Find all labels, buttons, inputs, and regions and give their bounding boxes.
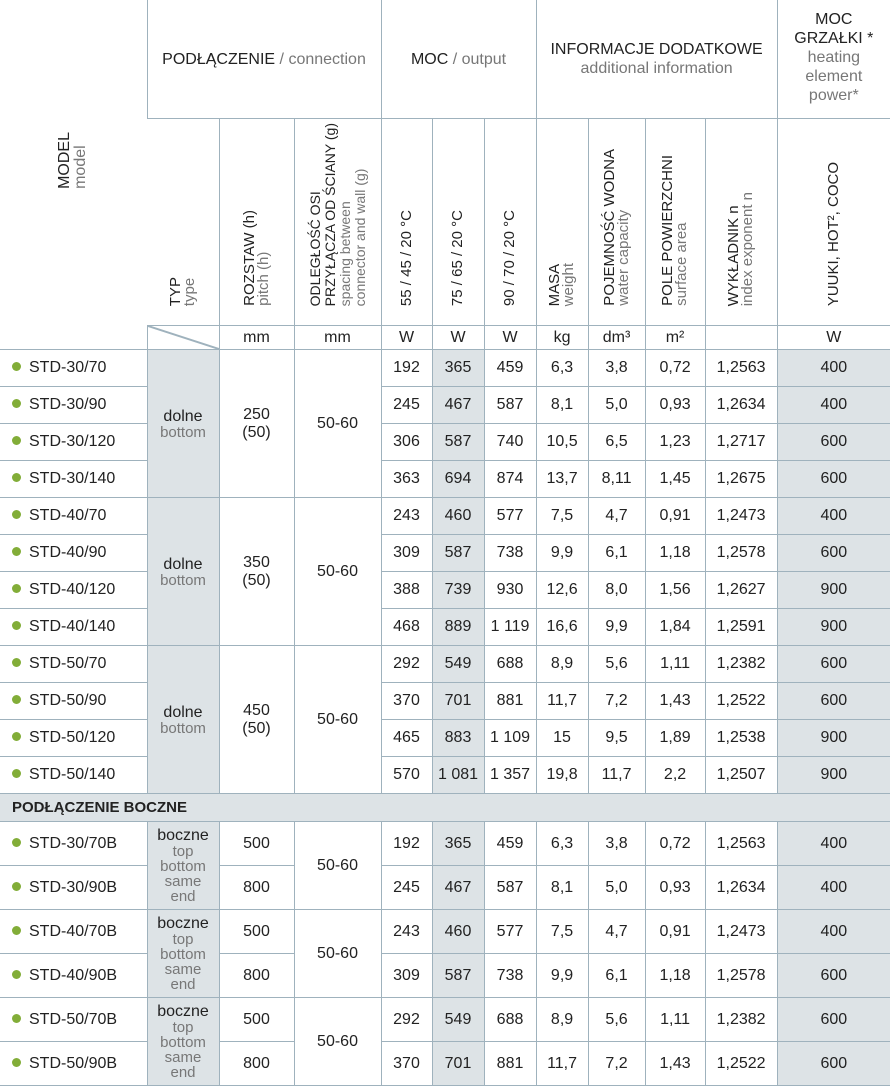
output-55-cell: 370 xyxy=(381,1042,432,1086)
pitch-cell: 500 xyxy=(219,910,294,954)
heating-power-header: MOC GRZAŁKI * heating element power* xyxy=(777,0,890,119)
exponent-cell: 1,2522 xyxy=(705,683,777,720)
bullet-dot-icon xyxy=(12,926,21,935)
model-name: STD-50/120 xyxy=(29,729,116,746)
mass-cell: 19,8 xyxy=(536,757,588,794)
mass-cell: 12,6 xyxy=(536,572,588,609)
exponent-cell: 1,2522 xyxy=(705,1042,777,1086)
unit-w: W xyxy=(484,326,536,350)
connection-type-cell xyxy=(147,910,219,998)
unit-w: W xyxy=(432,326,484,350)
output-75-cell: 549 xyxy=(432,998,484,1042)
spacing-cell: 50-60 xyxy=(294,350,381,498)
output-75-cell: 460 xyxy=(432,498,484,535)
unit-m2: m² xyxy=(645,326,705,350)
output-55-cell: 292 xyxy=(381,646,432,683)
connection-type-label-en: end xyxy=(170,976,196,993)
surface-area-cell: 1,18 xyxy=(645,535,705,572)
mass-cell: 8,1 xyxy=(536,866,588,910)
bullet-dot-icon xyxy=(12,1058,21,1067)
model-name: STD-40/70B xyxy=(29,922,118,940)
mass-cell: 13,7 xyxy=(536,461,588,498)
heater-power-cell: 600 xyxy=(777,646,890,683)
output-75-cell: 467 xyxy=(432,866,484,910)
pitch-cell: 800 xyxy=(219,1042,294,1086)
output-90-cell: 587 xyxy=(484,387,536,424)
water-capacity-cell: 6,1 xyxy=(588,954,645,998)
surface-area-cell: 1,11 xyxy=(645,998,705,1042)
output-55-cell: 465 xyxy=(381,720,432,757)
exponent-cell: 1,2473 xyxy=(705,498,777,535)
exponent-cell: 1,2634 xyxy=(705,387,777,424)
bullet-dot-icon xyxy=(12,838,21,847)
model-cell xyxy=(0,387,147,424)
pitch-cell: 500 xyxy=(219,998,294,1042)
mass-cell: 15 xyxy=(536,720,588,757)
connection-type-label-en: end xyxy=(170,1064,196,1081)
output-75-cell: 549 xyxy=(432,646,484,683)
model-cell xyxy=(0,998,147,1042)
output-75-cell: 365 xyxy=(432,822,484,866)
heater-power-cell: 600 xyxy=(777,461,890,498)
water-capacity-cell: 9,9 xyxy=(588,609,645,646)
surface-area-cell: 0,93 xyxy=(645,387,705,424)
mass-cell: 11,7 xyxy=(536,683,588,720)
connection-type-label: dolne xyxy=(163,407,203,425)
connection-type-label-en: same xyxy=(164,873,202,890)
table-row xyxy=(0,822,890,866)
model-name: STD-40/140 xyxy=(29,618,116,635)
output-90-cell: 738 xyxy=(484,954,536,998)
section-row xyxy=(0,794,890,822)
water-capacity-cell: 3,8 xyxy=(588,350,645,387)
typ-col-header: TYP type xyxy=(147,119,219,326)
heater-col-header: YUUKI, HOT², COCO xyxy=(777,119,890,326)
connection-type-cell xyxy=(147,350,219,498)
water-capacity-cell: 7,2 xyxy=(588,683,645,720)
output-90-cell: 688 xyxy=(484,646,536,683)
water-capacity-cell: 11,7 xyxy=(588,757,645,794)
unit-mm: mm xyxy=(294,326,381,350)
pitch-sub-value: (50) xyxy=(242,571,271,589)
mass-cell: 8,1 xyxy=(536,387,588,424)
exponent-cell: 1,2578 xyxy=(705,535,777,572)
model-name: STD-40/90B xyxy=(29,966,118,984)
output-55-cell: 370 xyxy=(381,683,432,720)
output-55-cell: 363 xyxy=(381,461,432,498)
connection-type-label-en: top xyxy=(172,1019,194,1036)
water-capacity-cell: 5,0 xyxy=(588,866,645,910)
heater-power-cell: 900 xyxy=(777,720,890,757)
exponent-cell: 1,2717 xyxy=(705,424,777,461)
output-90-cell: 577 xyxy=(484,498,536,535)
heater-power-cell: 900 xyxy=(777,572,890,609)
surface-area-cell: 0,91 xyxy=(645,910,705,954)
output-90-cell: 1 119 xyxy=(484,609,536,646)
water-capacity-cell: 5,6 xyxy=(588,646,645,683)
pitch-sub-value: (50) xyxy=(242,423,271,441)
mass-cell: 11,7 xyxy=(536,1042,588,1086)
output-55-cell: 243 xyxy=(381,498,432,535)
mass-cell: 6,3 xyxy=(536,822,588,866)
model-cell xyxy=(0,535,147,572)
output-90-cell: 459 xyxy=(484,350,536,387)
model-name: STD-30/70B xyxy=(29,834,118,852)
water-capacity-cell: 6,1 xyxy=(588,535,645,572)
output-90-cell: 577 xyxy=(484,910,536,954)
output-55-cell: 388 xyxy=(381,572,432,609)
table-row xyxy=(0,424,890,461)
bullet-dot-icon xyxy=(12,621,21,630)
table-row xyxy=(0,683,890,720)
model-cell xyxy=(0,683,147,720)
spacing-cell: 50-60 xyxy=(294,910,381,998)
model-name: STD-40/90 xyxy=(29,544,107,561)
spacing-cell: 50-60 xyxy=(294,822,381,910)
model-name: STD-50/70 xyxy=(29,655,107,672)
output-90-cell: 740 xyxy=(484,424,536,461)
water-capacity-cell: 3,8 xyxy=(588,822,645,866)
connection-header: PODŁĄCZENIE / connection xyxy=(147,0,381,119)
model-cell xyxy=(0,866,147,910)
output-75-cell: 587 xyxy=(432,954,484,998)
bullet-dot-icon xyxy=(12,1014,21,1023)
pitch-cell xyxy=(219,498,294,646)
connection-type-label: dolne xyxy=(163,703,203,721)
exponent-cell: 1,2578 xyxy=(705,954,777,998)
model-cell xyxy=(0,350,147,387)
bullet-dot-icon xyxy=(12,769,21,778)
unit-exponent-empty xyxy=(705,326,777,350)
output-55-cell: 570 xyxy=(381,757,432,794)
output-75-cell: 694 xyxy=(432,461,484,498)
model-name: STD-50/140 xyxy=(29,766,116,783)
unit-dm3: dm³ xyxy=(588,326,645,350)
surface-area-cell: 1,11 xyxy=(645,646,705,683)
section-title: PODŁĄCZENIE BOCZNE xyxy=(0,794,890,822)
exponent-cell: 1,2473 xyxy=(705,910,777,954)
mass-cell: 7,5 xyxy=(536,498,588,535)
model-cell xyxy=(0,646,147,683)
diagonal-line xyxy=(148,326,219,349)
connection-type-label: boczne xyxy=(157,915,209,932)
bullet-dot-icon xyxy=(12,362,21,371)
output-90-cell: 688 xyxy=(484,998,536,1042)
model-name: STD-40/120 xyxy=(29,581,116,598)
model-cell xyxy=(0,954,147,998)
model-cell xyxy=(0,910,147,954)
mass-col-header: MASA weight xyxy=(536,119,588,326)
surface-area-cell: 1,43 xyxy=(645,1042,705,1086)
output-90-cell: 1 357 xyxy=(484,757,536,794)
connection-type-cell xyxy=(147,998,219,1086)
mass-cell: 7,5 xyxy=(536,910,588,954)
model-name: STD-30/70 xyxy=(29,359,107,376)
output-55-cell: 243 xyxy=(381,910,432,954)
surface-area-cell: 2,2 xyxy=(645,757,705,794)
bullet-dot-icon xyxy=(12,658,21,667)
exponent-cell: 1,2563 xyxy=(705,350,777,387)
connection-type-label-en: bottom xyxy=(160,423,206,441)
heater-power-cell: 400 xyxy=(777,822,890,866)
exponent-cell: 1,2591 xyxy=(705,609,777,646)
heater-power-cell: 600 xyxy=(777,683,890,720)
model-cell xyxy=(0,498,147,535)
output-75-cell: 1 081 xyxy=(432,757,484,794)
table-row xyxy=(0,866,890,910)
bullet-dot-icon xyxy=(12,547,21,556)
mass-cell: 9,9 xyxy=(536,954,588,998)
output-55-cell: 245 xyxy=(381,866,432,910)
connection-type-label: boczne xyxy=(157,1003,209,1020)
pitch-col-header: ROZSTAW (h) pitch (h) xyxy=(219,119,294,326)
output-75-cell: 587 xyxy=(432,535,484,572)
heater-power-cell: 400 xyxy=(777,498,890,535)
model-name: STD-30/140 xyxy=(29,470,116,487)
model-cell xyxy=(0,461,147,498)
pitch-value: 350 xyxy=(243,553,270,571)
unit-kg: kg xyxy=(536,326,588,350)
bullet-dot-icon xyxy=(12,473,21,482)
table-row xyxy=(0,998,890,1042)
bullet-dot-icon xyxy=(12,732,21,741)
connection-type-cell xyxy=(147,498,219,646)
output-55-cell: 306 xyxy=(381,424,432,461)
table-row xyxy=(0,757,890,794)
model-cell xyxy=(0,572,147,609)
surface-area-cell: 0,91 xyxy=(645,498,705,535)
water-capacity-cell: 5,6 xyxy=(588,998,645,1042)
output-90-cell: 738 xyxy=(484,535,536,572)
surface-area-cell: 1,89 xyxy=(645,720,705,757)
water-capacity-cell: 6,5 xyxy=(588,424,645,461)
connection-type-label-en: top xyxy=(172,931,194,948)
pitch-cell: 800 xyxy=(219,954,294,998)
output-75-cell: 883 xyxy=(432,720,484,757)
table-row xyxy=(0,646,890,683)
surface-area-cell: 1,23 xyxy=(645,424,705,461)
exponent-cell: 1,2563 xyxy=(705,822,777,866)
output-75-cell: 889 xyxy=(432,609,484,646)
surface-area-cell: 0,72 xyxy=(645,822,705,866)
output-55-cell: 192 xyxy=(381,350,432,387)
water-capacity-cell: 5,0 xyxy=(588,387,645,424)
pitch-value: 450 xyxy=(243,701,270,719)
table-row xyxy=(0,954,890,998)
surface-area-cell: 1,56 xyxy=(645,572,705,609)
water-capacity-cell: 8,0 xyxy=(588,572,645,609)
heater-power-cell: 600 xyxy=(777,954,890,998)
table-row xyxy=(0,1042,890,1086)
water-capacity-cell: 9,5 xyxy=(588,720,645,757)
exponent-cell: 1,2675 xyxy=(705,461,777,498)
bullet-dot-icon xyxy=(12,399,21,408)
table-row xyxy=(0,498,890,535)
model-name: STD-30/120 xyxy=(29,433,116,450)
water-capacity-cell: 8,11 xyxy=(588,461,645,498)
output-90-cell: 881 xyxy=(484,1042,536,1086)
model-name: STD-50/90 xyxy=(29,692,107,709)
exponent-cell: 1,2627 xyxy=(705,572,777,609)
model-cell xyxy=(0,609,147,646)
water-capacity-cell: 4,7 xyxy=(588,498,645,535)
heater-power-cell: 600 xyxy=(777,1042,890,1086)
pitch-sub-value: (50) xyxy=(242,719,271,737)
connection-type-label-en: bottom xyxy=(160,858,206,875)
additional-info-header: INFORMACJE DODATKOWE additional information xyxy=(536,0,777,119)
model-cell xyxy=(0,424,147,461)
bullet-dot-icon xyxy=(12,436,21,445)
bullet-dot-icon xyxy=(12,510,21,519)
connection-type-label: dolne xyxy=(163,555,203,573)
table-row xyxy=(0,720,890,757)
output-55-cell: 309 xyxy=(381,535,432,572)
heater-power-cell: 400 xyxy=(777,387,890,424)
units-model-cell xyxy=(0,326,147,350)
heater-power-cell: 400 xyxy=(777,866,890,910)
exponent-col-header: WYKŁADNIK n index exponent n xyxy=(705,119,777,326)
connection-type-cell xyxy=(147,646,219,794)
heater-power-cell: 400 xyxy=(777,910,890,954)
heater-power-cell: 900 xyxy=(777,757,890,794)
heater-power-cell: 600 xyxy=(777,424,890,461)
connection-type-cell xyxy=(147,822,219,910)
unit-mm: mm xyxy=(219,326,294,350)
connection-type-label: boczne xyxy=(157,827,209,844)
pitch-cell: 500 xyxy=(219,822,294,866)
bullet-dot-icon xyxy=(12,970,21,979)
output-90-cell: 587 xyxy=(484,866,536,910)
output-90-cell: 930 xyxy=(484,572,536,609)
output-75-cell: 365 xyxy=(432,350,484,387)
table-row xyxy=(0,572,890,609)
bullet-dot-icon xyxy=(12,882,21,891)
output-90-cell: 459 xyxy=(484,822,536,866)
connection-type-label-en: top xyxy=(172,843,194,860)
output-55-cell: 192 xyxy=(381,822,432,866)
model-name: STD-30/90 xyxy=(29,396,107,413)
mass-cell: 6,3 xyxy=(536,350,588,387)
exponent-cell: 1,2538 xyxy=(705,720,777,757)
model-name: STD-30/90B xyxy=(29,878,118,896)
output-55-cell: 292 xyxy=(381,998,432,1042)
output-75-cell: 701 xyxy=(432,683,484,720)
output-75-cell: 739 xyxy=(432,572,484,609)
output-55-cell: 245 xyxy=(381,387,432,424)
mass-cell: 10,5 xyxy=(536,424,588,461)
table-row xyxy=(0,609,890,646)
output-75-cell: 701 xyxy=(432,1042,484,1086)
unit-w: W xyxy=(381,326,432,350)
mass-cell: 8,9 xyxy=(536,998,588,1042)
model-header: MODEL model xyxy=(56,131,90,189)
table-row xyxy=(0,910,890,954)
model-cell xyxy=(0,822,147,866)
heater-power-cell: 400 xyxy=(777,350,890,387)
bullet-dot-icon xyxy=(12,695,21,704)
mass-cell: 16,6 xyxy=(536,609,588,646)
heater-power-cell: 900 xyxy=(777,609,890,646)
unit-w: W xyxy=(777,326,890,350)
units-typ-cell xyxy=(147,326,219,350)
spacing-cell: 50-60 xyxy=(294,998,381,1086)
spacing-cell: 50-60 xyxy=(294,646,381,794)
model-cell xyxy=(0,720,147,757)
table-row xyxy=(0,461,890,498)
table-row xyxy=(0,387,890,424)
water-capacity-cell: 7,2 xyxy=(588,1042,645,1086)
pitch-cell: 800 xyxy=(219,866,294,910)
output-75-cell: 460 xyxy=(432,910,484,954)
surface-area-cell: 1,43 xyxy=(645,683,705,720)
output-90-cell: 874 xyxy=(484,461,536,498)
connection-type-label-en: bottom xyxy=(160,719,206,737)
mass-cell: 8,9 xyxy=(536,646,588,683)
exponent-cell: 1,2507 xyxy=(705,757,777,794)
temp-75-header: 75 / 65 / 20 °C xyxy=(432,119,484,326)
output-90-cell: 881 xyxy=(484,683,536,720)
exponent-cell: 1,2382 xyxy=(705,998,777,1042)
table-row xyxy=(0,535,890,572)
output-55-cell: 468 xyxy=(381,609,432,646)
model-cell xyxy=(0,757,147,794)
connection-type-label-en: bottom xyxy=(160,1034,206,1051)
surface-area-cell: 1,18 xyxy=(645,954,705,998)
surface-area-cell: 1,84 xyxy=(645,609,705,646)
surface-col-header: POLE POWIERZCHNI surface area xyxy=(645,119,705,326)
bullet-dot-icon xyxy=(12,584,21,593)
pitch-cell xyxy=(219,646,294,794)
model-cell xyxy=(0,1042,147,1086)
connection-type-label-en: bottom xyxy=(160,946,206,963)
temp-55-header: 55 / 45 / 20 °C xyxy=(381,119,432,326)
mass-cell: 9,9 xyxy=(536,535,588,572)
pitch-cell xyxy=(219,350,294,498)
output-90-cell: 1 109 xyxy=(484,720,536,757)
model-name: STD-40/70 xyxy=(29,507,107,524)
pitch-value: 250 xyxy=(243,405,270,423)
connection-type-label-en: end xyxy=(170,888,196,905)
temp-90-header: 90 / 70 / 20 °C xyxy=(484,119,536,326)
model-name: STD-50/90B xyxy=(29,1054,118,1072)
surface-area-cell: 0,72 xyxy=(645,350,705,387)
connection-type-label-en: same xyxy=(164,961,202,978)
output-75-cell: 587 xyxy=(432,424,484,461)
spacing-cell: 50-60 xyxy=(294,498,381,646)
exponent-cell: 1,2634 xyxy=(705,866,777,910)
exponent-cell: 1,2382 xyxy=(705,646,777,683)
surface-area-cell: 0,93 xyxy=(645,866,705,910)
heater-power-cell: 600 xyxy=(777,535,890,572)
connection-type-label-en: same xyxy=(164,1049,202,1066)
model-name: STD-50/70B xyxy=(29,1010,118,1028)
heater-power-cell: 600 xyxy=(777,998,890,1042)
spacing-col-header: ODLEGŁOŚĆ OSI PRZYŁĄCZA OD ŚCIANY (g) spacing between connector and wall (g) xyxy=(294,119,381,326)
water-col-header: POJEMNOŚĆ WODNA water capacity xyxy=(588,119,645,326)
water-capacity-cell: 4,7 xyxy=(588,910,645,954)
connection-type-label-en: bottom xyxy=(160,571,206,589)
surface-area-cell: 1,45 xyxy=(645,461,705,498)
output-header: MOC / output xyxy=(381,0,536,119)
output-55-cell: 309 xyxy=(381,954,432,998)
output-75-cell: 467 xyxy=(432,387,484,424)
table-row xyxy=(0,350,890,387)
